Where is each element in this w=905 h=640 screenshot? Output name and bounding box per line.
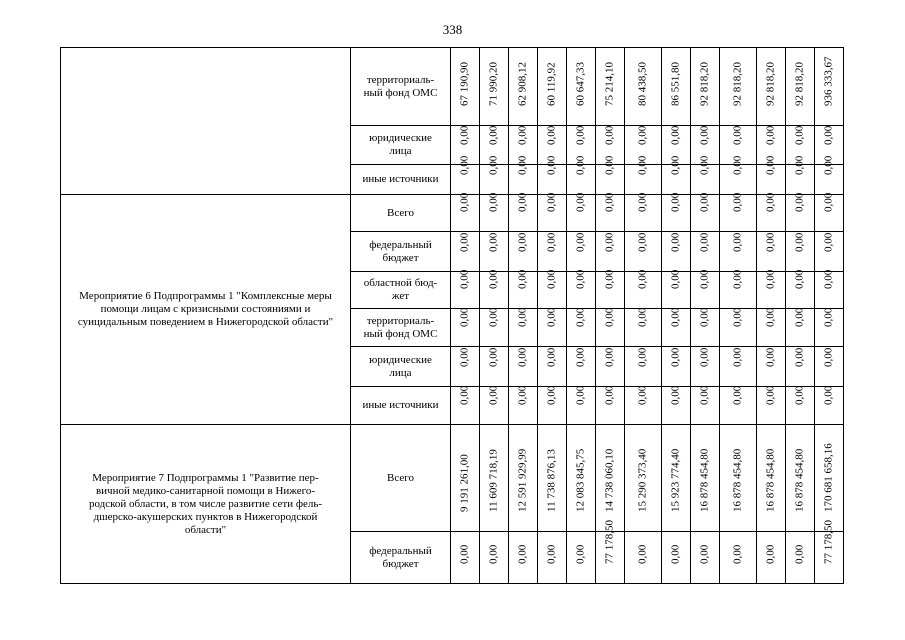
- table-row: [61, 425, 844, 532]
- value-text: 0,00: [487, 544, 500, 564]
- value-text: 77 178,50: [822, 520, 835, 564]
- table-row: [61, 195, 844, 232]
- value-cell: [815, 155, 844, 195]
- value-text: 0,00: [487, 125, 500, 145]
- value-text: 71 990,20: [487, 62, 500, 106]
- value-cell: [786, 532, 815, 584]
- value-text: 0,00: [603, 232, 616, 252]
- funding-source: иные источники: [351, 165, 451, 195]
- value-text: 62 908,12: [516, 62, 529, 106]
- value-cell: [451, 155, 480, 195]
- value-cell: [451, 387, 480, 425]
- value-cell: [567, 269, 596, 309]
- value-text: 0,00: [458, 307, 471, 327]
- value-cell: [596, 232, 625, 272]
- value-text: 0,00: [574, 269, 587, 289]
- value-cell: [720, 269, 757, 309]
- value-cell: [625, 387, 662, 425]
- value-cell: [596, 269, 625, 309]
- value-cell: [480, 192, 509, 232]
- value-text: 0,00: [698, 307, 711, 327]
- value-text: 0,00: [669, 125, 682, 145]
- value-cell: [625, 269, 662, 309]
- value-text: 0,00: [764, 385, 777, 405]
- value-cell: [720, 425, 757, 532]
- value-text: 0,00: [636, 155, 649, 175]
- value-text: 0,00: [516, 192, 529, 212]
- value-text: 92 818,20: [764, 62, 777, 106]
- value-cell: [786, 387, 815, 425]
- value-text: 0,00: [516, 307, 529, 327]
- value-text: 92 818,20: [698, 62, 711, 106]
- value-text: 0,00: [822, 155, 835, 175]
- value-text: 0,00: [731, 307, 744, 327]
- value-text: 0,00: [698, 269, 711, 289]
- value-text: 0,00: [603, 192, 616, 212]
- funding-source: Всего: [351, 195, 451, 232]
- value-text: 0,00: [731, 347, 744, 367]
- value-text: 15 290 373,40: [636, 448, 649, 512]
- value-text: 0,00: [603, 385, 616, 405]
- value-cell: [567, 155, 596, 195]
- value-cell: [480, 269, 509, 309]
- value-text: 0,00: [698, 125, 711, 145]
- value-text: 0,00: [603, 155, 616, 175]
- value-cell: [480, 425, 509, 532]
- value-text: 0,00: [487, 192, 500, 212]
- value-cell: [480, 387, 509, 425]
- value-cell: [815, 387, 844, 425]
- value-cell: [691, 48, 720, 126]
- value-text: 92 818,20: [731, 62, 744, 106]
- value-text: 0,00: [487, 269, 500, 289]
- value-cell: [451, 347, 480, 387]
- value-text: 0,00: [636, 125, 649, 145]
- value-cell: [596, 48, 625, 126]
- value-text: 0,00: [669, 307, 682, 327]
- value-cell: [691, 155, 720, 195]
- value-cell: [691, 387, 720, 425]
- value-cell: [625, 532, 662, 584]
- value-cell: [567, 192, 596, 232]
- value-text: 0,00: [698, 385, 711, 405]
- value-cell: [757, 387, 786, 425]
- value-cell: [625, 155, 662, 195]
- value-text: 12 591 929,99: [516, 448, 529, 512]
- value-cell: [786, 232, 815, 272]
- value-cell: [625, 347, 662, 387]
- value-text: 0,00: [731, 155, 744, 175]
- value-text: 0,00: [487, 155, 500, 175]
- value-text: 0,00: [545, 155, 558, 175]
- value-cell: [815, 269, 844, 309]
- value-text: 0,00: [636, 544, 649, 564]
- value-cell: [691, 232, 720, 272]
- value-text: 0,00: [669, 192, 682, 212]
- value-text: 0,00: [516, 232, 529, 252]
- value-text: 0,00: [698, 232, 711, 252]
- value-cell: [451, 425, 480, 532]
- event-name-cell: [61, 425, 351, 584]
- value-cell: [538, 309, 567, 347]
- value-cell: [480, 232, 509, 272]
- value-text: 0,00: [516, 155, 529, 175]
- value-cell: [662, 347, 691, 387]
- value-cell: [691, 309, 720, 347]
- value-cell: [596, 155, 625, 195]
- value-text: 0,00: [458, 192, 471, 212]
- value-cell: [662, 387, 691, 425]
- value-cell: [451, 192, 480, 232]
- value-cell: [757, 48, 786, 126]
- value-text: 0,00: [545, 192, 558, 212]
- value-cell: [757, 232, 786, 272]
- value-text: 16 878 454,80: [764, 448, 777, 512]
- value-cell: [720, 347, 757, 387]
- value-cell: [720, 309, 757, 347]
- funding-source: территориаль- ный фонд ОМС: [351, 48, 451, 126]
- value-text: 0,00: [458, 347, 471, 367]
- value-text: 0,00: [516, 125, 529, 145]
- value-cell: [757, 155, 786, 195]
- value-cell: [662, 155, 691, 195]
- value-cell: [625, 309, 662, 347]
- value-cell: [815, 520, 844, 584]
- value-cell: [625, 425, 662, 532]
- value-cell: [720, 48, 757, 126]
- value-cell: [567, 532, 596, 584]
- value-text: 0,00: [603, 269, 616, 289]
- value-cell: [786, 192, 815, 232]
- value-text: 0,00: [545, 269, 558, 289]
- value-text: 0,00: [822, 125, 835, 145]
- value-text: 0,00: [545, 125, 558, 145]
- value-cell: [596, 520, 625, 584]
- value-text: 0,00: [731, 385, 744, 405]
- value-cell: [509, 309, 538, 347]
- value-cell: [596, 347, 625, 387]
- value-cell: [662, 48, 691, 126]
- value-cell: [538, 425, 567, 532]
- value-text: 0,00: [636, 347, 649, 367]
- value-cell: [538, 387, 567, 425]
- value-text: 0,00: [698, 544, 711, 564]
- value-text: 0,00: [516, 347, 529, 367]
- value-text: 11 738 876,13: [545, 449, 558, 512]
- value-text: 0,00: [603, 125, 616, 145]
- value-cell: [757, 532, 786, 584]
- value-cell: [480, 309, 509, 347]
- value-text: 0,00: [458, 385, 471, 405]
- value-text: 0,00: [731, 192, 744, 212]
- value-text: 0,00: [669, 544, 682, 564]
- value-text: 0,00: [764, 544, 777, 564]
- value-text: 0,00: [764, 307, 777, 327]
- value-cell: [625, 232, 662, 272]
- value-text: 0,00: [793, 232, 806, 252]
- value-cell: [815, 232, 844, 272]
- value-cell: [815, 425, 844, 532]
- value-text: 0,00: [574, 155, 587, 175]
- value-text: 92 818,20: [793, 62, 806, 106]
- value-text: 0,00: [458, 125, 471, 145]
- value-text: 0,00: [487, 347, 500, 367]
- value-text: 0,00: [822, 232, 835, 252]
- value-text: 86 551,80: [669, 62, 682, 106]
- event-name-cell: [61, 48, 351, 195]
- value-text: 0,00: [545, 232, 558, 252]
- value-text: 0,00: [458, 544, 471, 564]
- value-text: 0,00: [764, 155, 777, 175]
- value-cell: [757, 347, 786, 387]
- value-cell: [480, 155, 509, 195]
- value-cell: [567, 425, 596, 532]
- value-cell: [720, 387, 757, 425]
- value-text: 0,00: [603, 307, 616, 327]
- value-text: 0,00: [574, 192, 587, 212]
- value-cell: [567, 387, 596, 425]
- value-cell: [662, 269, 691, 309]
- value-cell: [786, 309, 815, 347]
- value-cell: [509, 532, 538, 584]
- value-cell: [720, 192, 757, 232]
- value-cell: [509, 269, 538, 309]
- value-cell: [567, 347, 596, 387]
- value-text: 0,00: [669, 232, 682, 252]
- value-text: 0,00: [764, 192, 777, 212]
- value-cell: [567, 48, 596, 126]
- value-cell: [757, 309, 786, 347]
- value-text: 0,00: [574, 125, 587, 145]
- value-cell: [757, 425, 786, 532]
- value-text: 0,00: [603, 347, 616, 367]
- value-text: 0,00: [487, 232, 500, 252]
- value-text: 0,00: [731, 232, 744, 252]
- value-text: 0,00: [636, 269, 649, 289]
- value-text: 0,00: [458, 155, 471, 175]
- funding-source: областной бюд- жет: [351, 272, 451, 309]
- value-text: 0,00: [545, 307, 558, 327]
- event-name: Мероприятие 6 Подпрограммы 1 "Комплексные меры помощи лицам с кризисными состояниями и суицидальным поведением в Нижегородской области": [77, 290, 334, 328]
- value-cell: [691, 347, 720, 387]
- value-cell: [538, 48, 567, 126]
- value-cell: [662, 309, 691, 347]
- value-text: 0,00: [822, 385, 835, 405]
- value-cell: [786, 347, 815, 387]
- value-text: 0,00: [487, 307, 500, 327]
- value-text: 16 878 454,80: [793, 448, 806, 512]
- value-cell: [480, 532, 509, 584]
- value-text: 936 333,67: [822, 56, 835, 106]
- value-text: 0,00: [669, 155, 682, 175]
- value-cell: [451, 48, 480, 126]
- value-text: 0,00: [793, 347, 806, 367]
- value-cell: [596, 425, 625, 532]
- value-text: 0,00: [822, 347, 835, 367]
- value-text: 80 438,50: [636, 62, 649, 106]
- value-cell: [538, 269, 567, 309]
- value-text: 12 083 845,75: [574, 448, 587, 512]
- value-cell: [538, 192, 567, 232]
- value-text: 0,00: [698, 347, 711, 367]
- value-cell: [720, 232, 757, 272]
- funding-source: юридические лица: [351, 126, 451, 165]
- value-text: 77 178,50: [603, 520, 616, 564]
- table-row: [61, 48, 844, 126]
- value-text: 0,00: [574, 347, 587, 367]
- funding-source: Всего: [351, 425, 451, 532]
- value-cell: [567, 309, 596, 347]
- value-text: 0,00: [516, 544, 529, 564]
- value-cell: [596, 192, 625, 232]
- value-cell: [451, 232, 480, 272]
- value-text: 0,00: [822, 192, 835, 212]
- value-cell: [757, 192, 786, 232]
- value-text: 0,00: [636, 385, 649, 405]
- value-cell: [691, 192, 720, 232]
- funding-source: юридические лица: [351, 347, 451, 387]
- value-text: 0,00: [487, 385, 500, 405]
- value-text: 16 878 454,80: [698, 448, 711, 512]
- value-text: 0,00: [764, 232, 777, 252]
- value-cell: [815, 192, 844, 232]
- value-text: 75 214,10: [603, 62, 616, 106]
- value-text: 0,00: [764, 269, 777, 289]
- value-text: 0,00: [516, 385, 529, 405]
- value-text: 15 923 774,40: [669, 448, 682, 512]
- value-text: 14 738 060,10: [603, 448, 616, 512]
- value-text: 0,00: [636, 232, 649, 252]
- value-text: 11 609 718,19: [487, 449, 500, 512]
- funding-source: иные источники: [351, 387, 451, 425]
- value-cell: [451, 269, 480, 309]
- value-cell: [662, 532, 691, 584]
- value-cell: [451, 309, 480, 347]
- value-cell: [509, 192, 538, 232]
- value-text: 16 878 454,80: [731, 448, 744, 512]
- event-name: Мероприятие 7 Подпрограммы 1 "Развитие пер- вичной медико-санитарной помощи в Нижего- родской области, в том числе развитие сети фель- дшерско-акушерских пунктов в Нижегородской области": [88, 471, 323, 536]
- value-cell: [538, 155, 567, 195]
- value-cell: [662, 192, 691, 232]
- value-text: 0,00: [636, 307, 649, 327]
- value-text: 0,00: [636, 192, 649, 212]
- value-cell: [662, 232, 691, 272]
- value-cell: [815, 347, 844, 387]
- page-number: 338: [442, 22, 463, 37]
- value-cell: [691, 425, 720, 532]
- value-text: 0,00: [698, 155, 711, 175]
- value-text: 0,00: [731, 544, 744, 564]
- value-text: 0,00: [458, 269, 471, 289]
- value-text: 0,00: [764, 125, 777, 145]
- value-text: 0,00: [793, 269, 806, 289]
- value-cell: [625, 48, 662, 126]
- value-cell: [509, 232, 538, 272]
- value-cell: [509, 155, 538, 195]
- value-text: 0,00: [731, 125, 744, 145]
- value-text: 0,00: [793, 544, 806, 564]
- value-text: 0,00: [458, 232, 471, 252]
- value-cell: [662, 425, 691, 532]
- value-text: 9 191 261,00: [458, 454, 471, 512]
- value-cell: [596, 309, 625, 347]
- value-text: 0,00: [793, 307, 806, 327]
- value-text: 170 681 658,16: [822, 443, 835, 512]
- value-cell: [538, 232, 567, 272]
- funding-source: федеральный бюджет: [351, 532, 451, 584]
- value-cell: [786, 425, 815, 532]
- value-cell: [480, 347, 509, 387]
- value-cell: [815, 309, 844, 347]
- value-cell: [815, 48, 844, 126]
- value-cell: [480, 48, 509, 126]
- value-cell: [786, 48, 815, 126]
- value-text: 0,00: [764, 347, 777, 367]
- value-text: 0,00: [574, 385, 587, 405]
- value-cell: [538, 347, 567, 387]
- value-cell: [596, 387, 625, 425]
- value-text: 0,00: [574, 544, 587, 564]
- value-cell: [625, 192, 662, 232]
- value-text: 0,00: [669, 347, 682, 367]
- value-text: 0,00: [545, 347, 558, 367]
- value-cell: [509, 347, 538, 387]
- value-cell: [786, 155, 815, 195]
- value-text: 0,00: [574, 232, 587, 252]
- value-cell: [567, 232, 596, 272]
- value-text: 0,00: [822, 307, 835, 327]
- value-text: 0,00: [545, 385, 558, 405]
- value-text: 0,00: [793, 192, 806, 212]
- value-cell: [451, 532, 480, 584]
- budget-table: [60, 47, 844, 584]
- value-text: 0,00: [669, 269, 682, 289]
- value-text: 0,00: [574, 307, 587, 327]
- value-cell: [691, 532, 720, 584]
- event-name-cell: [61, 195, 351, 425]
- value-cell: [509, 48, 538, 126]
- value-cell: [720, 532, 757, 584]
- value-text: 0,00: [516, 269, 529, 289]
- value-text: 60 119,92: [545, 62, 558, 106]
- value-cell: [720, 155, 757, 195]
- value-cell: [757, 269, 786, 309]
- value-text: 0,00: [793, 155, 806, 175]
- value-text: 0,00: [698, 192, 711, 212]
- value-text: 0,00: [669, 385, 682, 405]
- value-cell: [509, 425, 538, 532]
- funding-source: федеральный бюджет: [351, 232, 451, 272]
- funding-source: территориаль- ный фонд ОМС: [351, 309, 451, 347]
- value-text: 0,00: [545, 544, 558, 564]
- value-text: 0,00: [731, 269, 744, 289]
- value-cell: [786, 269, 815, 309]
- value-text: 0,00: [822, 269, 835, 289]
- value-cell: [538, 532, 567, 584]
- value-cell: [509, 387, 538, 425]
- value-text: 0,00: [793, 125, 806, 145]
- value-text: 0,00: [793, 385, 806, 405]
- value-text: 67 190,90: [458, 62, 471, 106]
- value-cell: [691, 269, 720, 309]
- value-text: 60 647,33: [574, 62, 587, 106]
